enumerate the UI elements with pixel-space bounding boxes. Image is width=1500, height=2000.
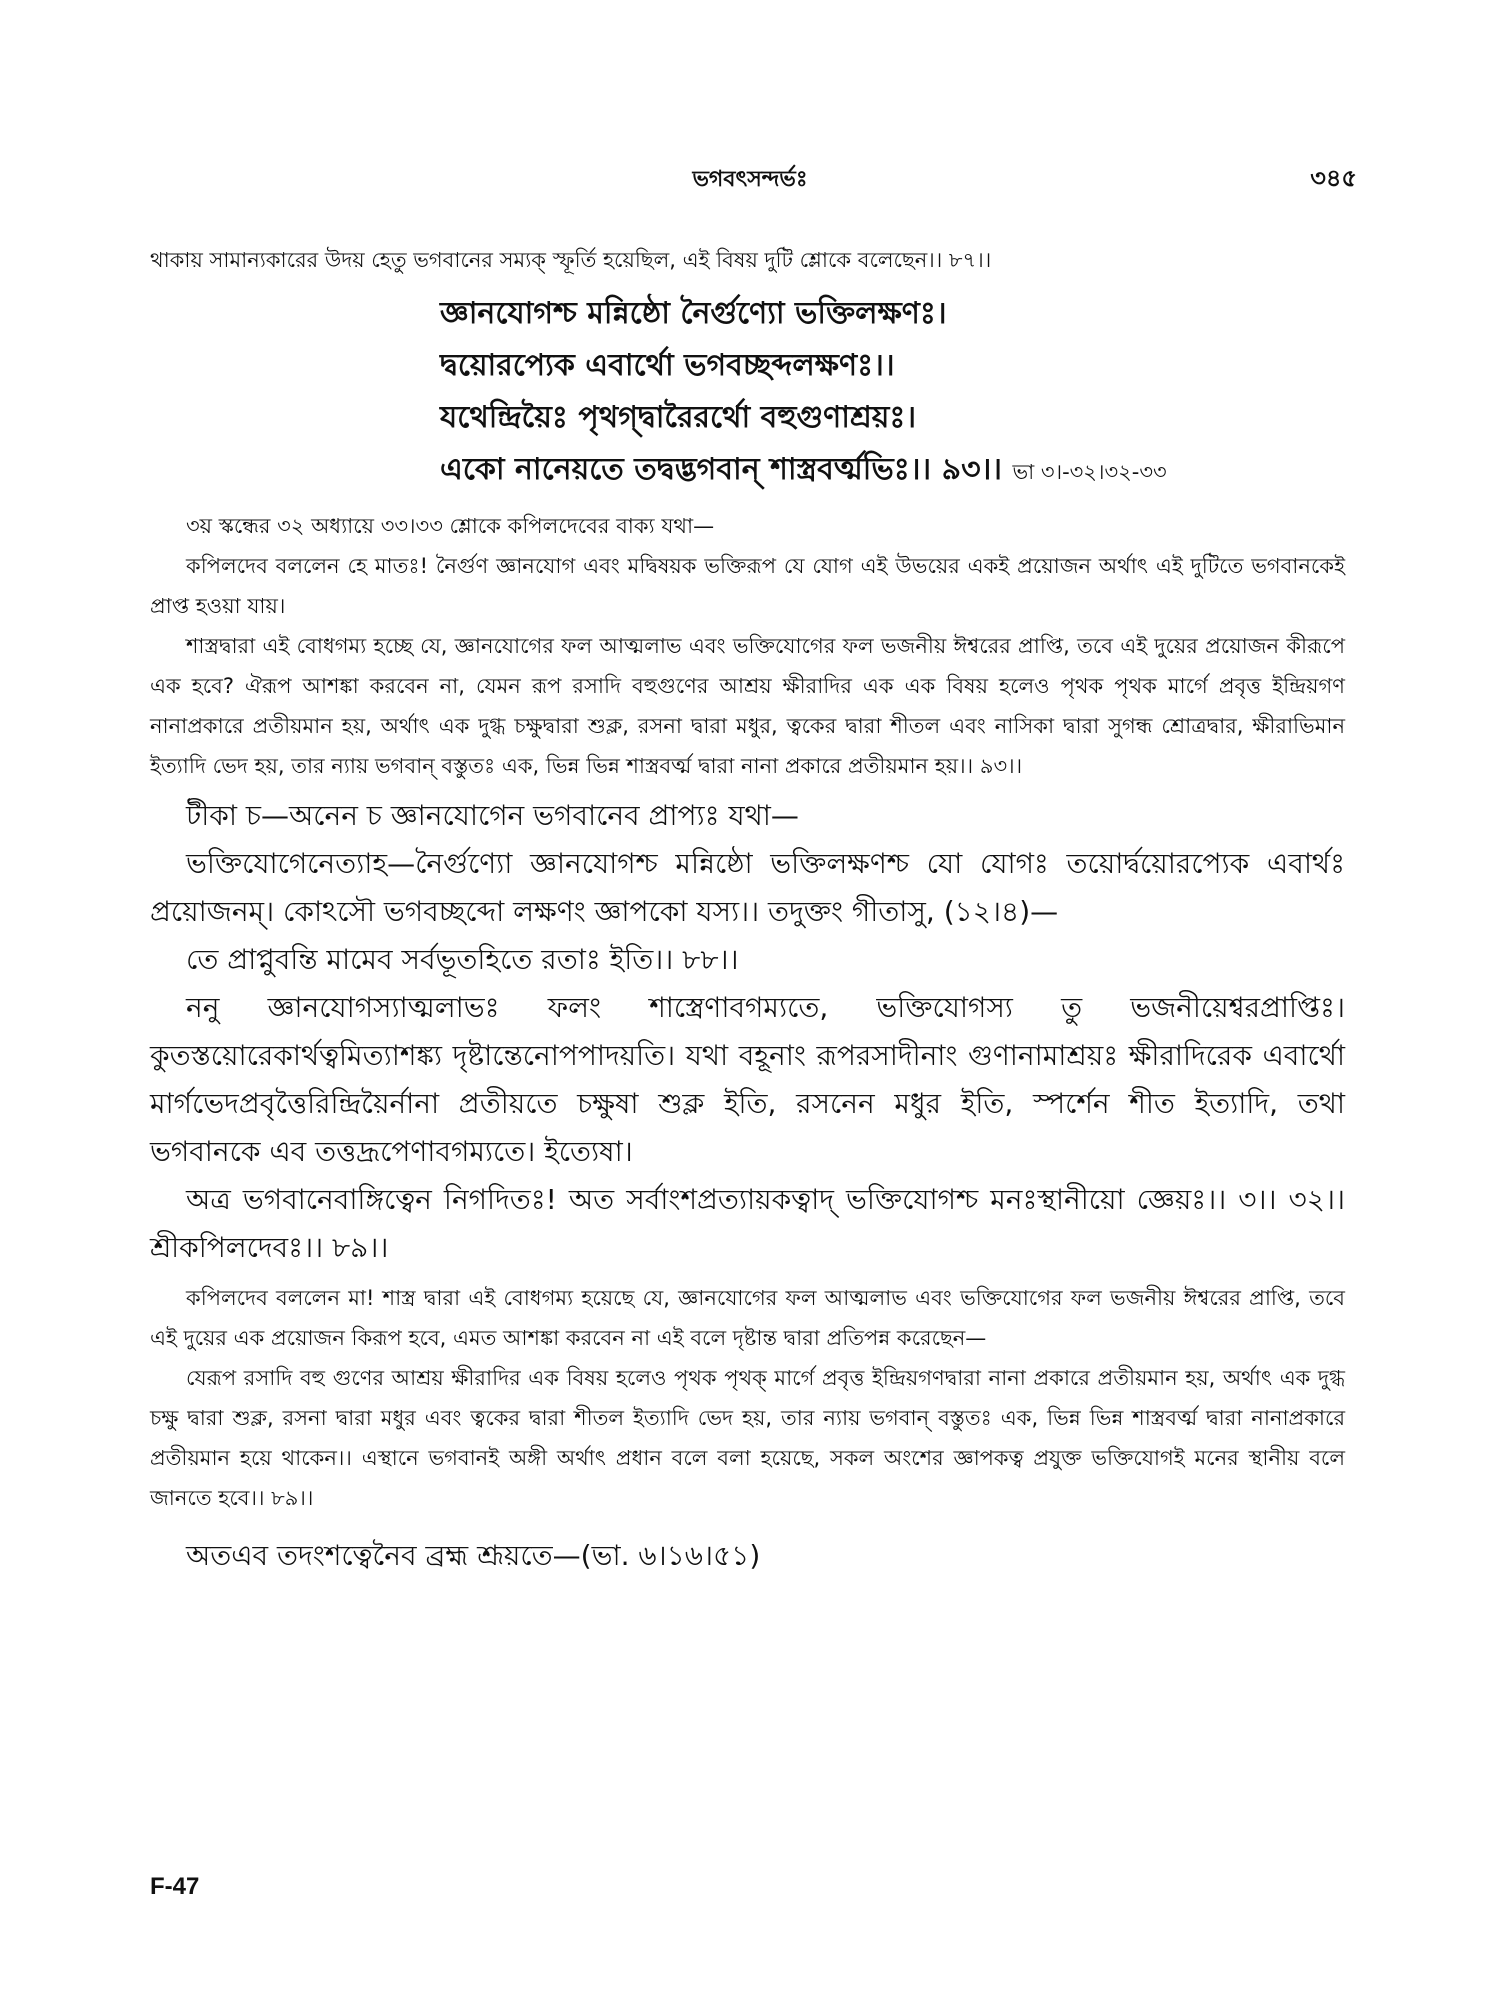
paragraph-source: ৩য় স্কন্ধের ৩২ অধ্যায়ে ৩৩।৩৩ শ্লোকে কপিলদেবের বাক্য যথা— [186, 514, 715, 538]
running-header-title: ভগবৎসন্দর্ভঃ [692, 167, 808, 192]
paragraph-commentary-1: কপিলদেব বললেন মা! শাস্ত্র দ্বারা এই বোধগম্য হয়েছে যে, জ্ঞানযোগের ফল আত্মলাভ এবং ভক্তিযোগের ফল ভজনীয় ঈশ্বরের প্রাপ্তি, তবে এই দুয়ের এক প্রয়োজন কিরূপ হবে, এমত আশঙ্কা করবেন না এই বলে দৃষ্টান্ত দ্বারা প্রতিপন্ন করেছেন— [150, 1286, 1345, 1350]
verse-line-1: জ্ঞানযোগশ্চ মন্নিষ্ঠো নৈর্গুণ্যো ভক্তিলক্ষণঃ। [440, 296, 947, 331]
verse-line-2: দ্বয়োরপ্যেক এবার্থো ভগবচ্ছব্দলক্ষণঃ।। [440, 348, 895, 383]
signature-mark: F-47 [150, 1873, 200, 1900]
paragraph-explanation: শাস্ত্রদ্বারা এই বোধগম্য হচ্ছে যে, জ্ঞানযোগের ফল আত্মলাভ এবং ভক্তিযোগের ফল ভজনীয় ঈশ্বরের প্রাপ্তি, তবে এই দুয়ের প্রয়োজন কীরূপে এক হবে? ঐরূপ আশঙ্কা করবেন না, যেমন রূপ রসাদি বহুগুণের আশ্রয় ক্ষীরাদির এক এক বিষয় হলেও পৃথক পৃথক মার্গে প্রবৃত্ত ইন্দ্রিয়গণ নানাপ্রকারে প্রতীয়মান হয়, অর্থাৎ এক দুগ্ধ চক্ষুদ্বারা শুক্ল, রসনা দ্বারা মধুর, ত্বকের দ্বারা শীতল এবং নাসিকা দ্বারা সুগন্ধ শ্রোত্রদ্বার, ক্ষীরাভিমান ইত্যাদি ভেদ হয়, তার ন্যায় ভগবান্ বস্তুতঃ এক, ভিন্ন ভিন্ন শাস্ত্রবর্ত্ম দ্বারা নানা প্রকারে প্রতীয়মান হয়।। ৯৩।। [150, 634, 1345, 778]
tika-paragraph-3: অত্র ভগবানেবাঙ্গিত্বেন নিগদিতঃ! অত সর্বাংশপ্রত্যায়কত্বাদ্ ভক্তিযোগশ্চ মনঃস্থানীয়ো জ্ঞেয়ঃ।। ৩।। ৩২।। শ্রীকপিলদেবঃ।। ৮৯।। [150, 1183, 1345, 1264]
tika-quote: তে প্রাপ্নুবন্তি মামেব সর্বভূতহিতে রতাঃ ইতি।। ৮৮।। [186, 943, 739, 976]
intro-line: থাকায় সামান্যকারের উদয় হেতু ভগবানের সম্যক্ স্ফূর্তি হয়েছিল, এই বিষয় দুটি শ্লোকে বলেছেন।। ৮৭।। [150, 248, 992, 272]
tika-paragraph-1: ভক্তিযোগেনেত্যাহ—নৈর্গুণ্যো জ্ঞানযোগশ্চ মন্নিষ্ঠো ভক্তিলক্ষণশ্চ যো যোগঃ তয়োর্দ্বয়োরপ্যেক এবার্থঃ প্রয়োজনম্। কোঽসৌ ভগবচ্ছব্দো লক্ষণং জ্ঞাপকো যস্য।। তদুক্তং গীতাসু, (১২।৪)— [150, 847, 1345, 928]
verse-block [440, 288, 1345, 498]
verse-line-4 [440, 444, 1345, 498]
paragraph-commentary-2: যেরূপ রসাদি বহু গুণের আশ্রয় ক্ষীরাদির এক বিষয় হলেও পৃথক পৃথক্ মার্গে প্রবৃত্ত ইন্দ্রিয়গণদ্বারা নানা প্রকারে প্রতীয়মান হয়, অর্থাৎ এক দুগ্ধ চক্ষু দ্বারা শুক্ল, রসনা দ্বারা মধুর এবং ত্বকের দ্বারা শীতল ইত্যাদি ভেদ হয়, তার ন্যায় ভগবান্ বস্তুতঃ এক, ভিন্ন ভিন্ন শাস্ত্রবর্ত্ম দ্বারা নানাপ্রকারে প্রতীয়মান হয়ে থাকেন।। এস্থানে ভগবানই অঙ্গী অর্থাৎ প্রধান বলে বলা হয়েছে, সকল অংশের জ্ঞাপকত্ব প্রযুক্ত ভক্তিযোগই মনের স্থানীয় বলে জানতে হবে।। ৮৯।। [150, 1366, 1345, 1510]
page-body [150, 240, 1345, 1580]
closing-line: অতএব তদংশত্বেনৈব ব্রহ্ম শ্রূয়তে—(ভা. ৬।১৬।৫১) [186, 1539, 761, 1572]
verse-line-4-text: একো নানেয়তে তদ্বদ্ভগবান্ শাস্ত্রবর্ত্মভিঃ।। ৯৩।। [440, 452, 1003, 487]
paragraph-translation: কপিলদেব বললেন হে মাতঃ! নৈর্গুণ জ্ঞানযোগ এবং মদ্বিষয়ক ভক্তিরূপ যে যোগ এই উভয়ের একই প্রয়োজন অর্থাৎ এই দুটিতে ভগবানকেই প্রাপ্ত হওয়া যায়। [150, 554, 1345, 618]
page-number: ৩৪৫ [1310, 164, 1357, 192]
verse-reference: ভা ৩।-৩২।৩২-৩৩ [1012, 460, 1167, 484]
tika-paragraph-2: ননু জ্ঞানযোগস্যাত্মলাভঃ ফলং শাস্ত্রেণাবগম্যতে, ভক্তিযোগস্য তু ভজনীয়েশ্বরপ্রাপ্তিঃ। কুতস্তয়োরেকার্থত্বমিত্যাশঙ্ক্য দৃষ্টান্তেনোপপাদয়তি। যথা বহূনাং রূপরসাদীনাং গুণানামাশ্রয়ঃ ক্ষীরাদিরেক এবার্থো মার্গভেদপ্রবৃত্তৈরিন্দ্রিয়ৈর্নানা প্রতীয়তে চক্ষুষা শুক্ল ইতি, রসনেন মধুর ইতি, স্পর্শেন শীত ইত্যাদি, তথা ভগবানকে এব তত্তদ্রূপেণাবগম্যতে। ইত্যেষা। [150, 991, 1345, 1168]
tika-heading: টীকা চ—অনেন চ জ্ঞানযোগেন ভগবানেব প্রাপ্যঃ যথা— [186, 799, 799, 832]
verse-line-3: যথেন্দ্রিয়ৈঃ পৃথগ্দ্বারৈরর্থো বহুগুণাশ্রয়ঃ। [440, 400, 917, 435]
